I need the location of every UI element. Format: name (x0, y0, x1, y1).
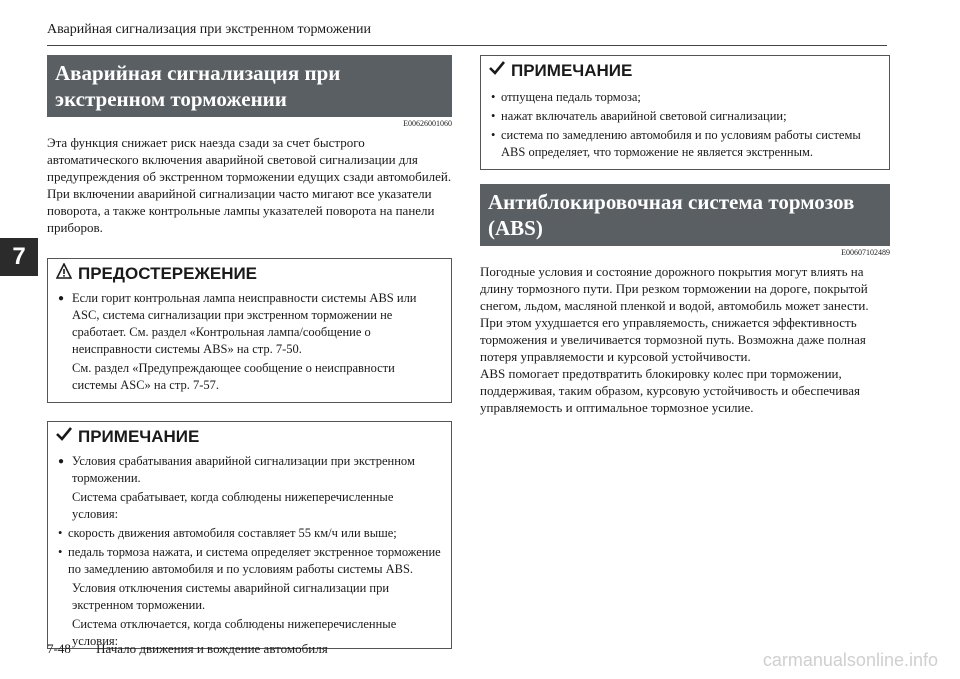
warning-title: ПРЕДОСТЕРЕЖЕНИЕ (78, 263, 258, 283)
note-checkmark-icon (489, 60, 505, 81)
page-header-title: Аварийная сигнализация при экстренном торможении (47, 22, 371, 37)
note-bullet: • скорость движения автомобиля составляет 55 км/ч или выше; (58, 525, 441, 542)
intro-paragraph: Эта функция снижает риск наезда сзади за счет быстрого автоматического включения аварийной световой сигнализации для предупреждения об экстренном торможении едущих сзади автомобилей. При включении аварийной сигнализации часто мигают все указатели поворота, а также контрольные лампы указателей поворота на панели приборов. (47, 135, 452, 235)
header-divider (47, 45, 887, 46)
note-checkmark-icon (56, 426, 72, 447)
note-box-left (47, 421, 452, 649)
section-title-emergency-brake-signal: Аварийная сигнализация при экстренном торможении (47, 55, 452, 117)
note-title: ПРИМЕЧАНИЕ (511, 60, 633, 80)
chapter-tab: 7 (0, 238, 38, 276)
warning-box (47, 258, 452, 403)
warning-triangle-icon (56, 263, 72, 284)
left-column (47, 55, 452, 649)
warning-item: ● Если горит контрольная лампа неисправности системы ABS или ASC, система сигнализации при экстренном торможении не сработает. См. раздел «Контрольная лампа/сообщение о неисправности системы ABS» на стр. 7-50. (58, 290, 441, 358)
warning-header (48, 259, 451, 288)
note-bullet: • нажат включатель аварийной световой сигнализации; (491, 108, 879, 125)
watermark-text: carmanualsonline.info (762, 650, 938, 670)
note-header (48, 422, 451, 451)
section-code: E00626001060 (403, 119, 452, 128)
note-title: ПРИМЕЧАНИЕ (78, 426, 200, 446)
note-paragraph: Система отключается, когда соблюдены нижеперечисленные условия: (72, 617, 397, 648)
note-header (481, 56, 889, 85)
abs-paragraph: ABS помогает предотвратить блокировку колес при торможении, поддерживая, таким образом, курсовую устойчивость и обеспечивая управляемость и оптимальное тормозное усилие. (480, 366, 860, 415)
note-paragraph: Условия отключения системы аварийной сигнализации при экстренном торможении. (72, 581, 390, 612)
note-bullet: • педаль тормоза нажата, и система определяет экстренное торможение по замедлению автомобиля и по условиям работы системы ABS. (58, 544, 441, 578)
footer-chapter-title: Начало движения и вождение автомобиля (96, 641, 328, 656)
note-bullet: • система по замедлению автомобиля и по условиям работы системы ABS определяет, что торможение не является экстренным. (491, 127, 879, 161)
abs-paragraph: Погодные условия и состояние дорожного покрытия могут влиять на длину тормозного пути. При резком торможении на дороге, покрытой снегом, льдом, масляной пленкой и водой, автомобиль может занести. При этом ухудшается его управляемость, снижается эффективность торможения и увеличивается тормозной путь. Возможна даже полная потеря управляемости и курсовой устойчивости. (480, 264, 869, 364)
note-box-right (480, 55, 890, 170)
note-paragraph: Система срабатывает, когда соблюдены нижеперечисленные условия: (72, 490, 394, 521)
note-item: ● Условия срабатывания аварийной сигнализации при экстренном торможении. (58, 453, 441, 487)
page-footer (47, 641, 328, 657)
warning-item-extra: См. раздел «Предупреждающее сообщение о неисправности системы ASC» на стр. 7-57. (72, 361, 395, 392)
right-column (480, 55, 890, 416)
section-code: E00607102489 (841, 248, 890, 257)
page-number: 7-48 (47, 641, 71, 656)
section-title-abs: Антиблокировочная система тормозов (ABS) (480, 184, 890, 246)
note-bullet: • отпущена педаль тормоза; (491, 89, 879, 106)
